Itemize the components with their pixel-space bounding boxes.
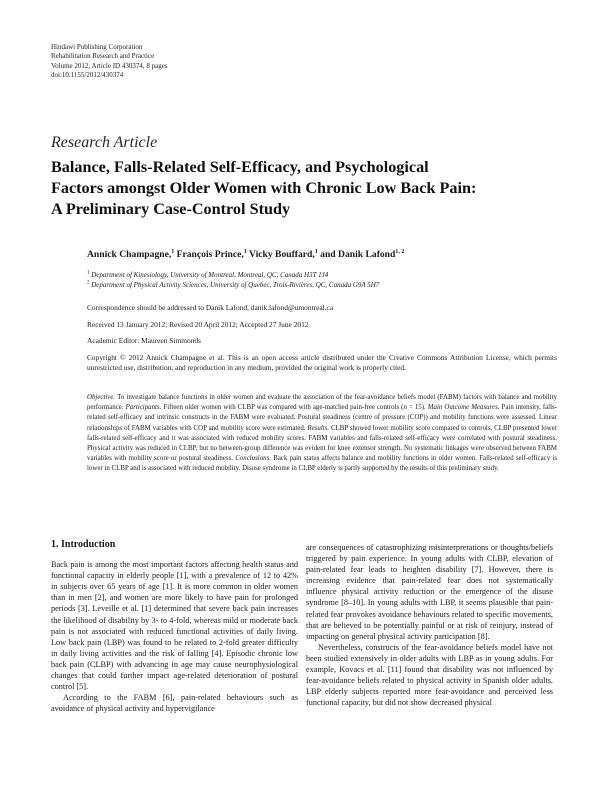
publication-info	[51, 43, 168, 81]
article-type: Research Article	[51, 134, 158, 151]
title-line: Factors amongst Older Women with Chronic Low Back Pain:	[51, 179, 477, 197]
affiliation	[87, 280, 557, 290]
abstract-conclusions: Back pain status affects balance and mobility functions in older women. Falls-related self-efficacy is lower in CLBP and is associated with reduced mobility. Disuse syndrome in CLBP elderly is partly supported by the results of this preliminary study.	[87, 455, 557, 473]
author-name[interactable]: Annick Champagne,	[87, 249, 172, 260]
abstract-conclusions-label: Conclusions.	[235, 455, 272, 463]
author-affil-sup: 1	[314, 248, 318, 255]
abstract-participants-label: Participants.	[125, 404, 162, 412]
abstract-participants: Fifteen older women with CLBP was compared with age-matched pain-free controls (	[161, 404, 404, 412]
article-dates: Received 13 January 2012; Revised 20 April 2012; Accepted 27 June 2012	[87, 320, 309, 329]
abstract-participants-end: = 15).	[406, 404, 428, 412]
abstract-objective: To investigate balance functions in older women and evaluate the association of the fear-avoidance beliefs model (FABM) factors with balance and mobility performance.	[87, 394, 557, 412]
author-affil-sup: 1	[171, 248, 175, 255]
abstract-measures: Pain intensity, falls-related self-efficacy and intrinsic constructs in the FABM were evaluated. Postural steadiness (centre of pressure (COP)) and mobility functions were assessed. Linear relationships of FABM variables with COP and mobility score were estimated.	[87, 404, 557, 432]
affiliation-sup: 1	[87, 270, 90, 276]
affiliation-text: Department of Physical Activity Sciences, University of Quebec, Trois-Rivières, QC, Canada G9A 5H7	[91, 281, 380, 289]
title-line: A Preliminary Case-Control Study	[51, 200, 291, 218]
paper-title	[51, 157, 551, 220]
correspondence: Correspondence should be addressed to Danik Lafond, danik.lafond@umontreal.ca	[87, 303, 334, 312]
abstract-n-symbol: n	[403, 404, 407, 412]
body-column-right	[306, 542, 553, 708]
journal-name: Rehabilitation Research and Practice	[51, 52, 155, 61]
abstract-measures-label: Main Outcome Measures.	[427, 404, 500, 412]
author-affil-sup: 1, 2	[395, 248, 405, 255]
body-paragraph: Back pain is among the most important factors affecting health status and functional capacity in elderly people [1], with a prevalence of 12 to 42% in subjects over 65 years of age [1]. It is more common in older women than in men [2], and women are more likely to have pain for prolonged periods [3]. Leveille et al. [1] determined that severe back pain increases the likelihood of disability by 3- to 4-fold, whereas mild or moderate back pain is not associated with reduced functional activities of daily living. Low back pain (LBP) was found to be related to 2-fold greater difficulty in daily living activities and the risk of falling [4]. Episodic chronic low back pain (CLBP) with advancing in age may cause neurophysiological changes that could further impact age-related deterioration of postural control [5].	[51, 560, 298, 692]
affiliations	[87, 270, 557, 290]
body-paragraph: According to the FABM [6], pain-related behaviours such as avoidance of physical activity and hypervigilance	[51, 693, 298, 714]
author-name[interactable]: François Prince,	[176, 249, 244, 260]
author-name[interactable]: and Danik Lafond	[320, 249, 396, 260]
affiliation	[87, 270, 557, 280]
body-paragraph: Nevertheless, constructs of the fear-avoidance beliefs model have not been studied extensively in older adults with LBP as in young adults. For example, Kovacs et al. [11] found that disability was not influenced by fear-avoidance beliefs related to physical activity in Spanish older adults. LBP elderly subjects reported more fear-avoidance and perceived less functional capacity, but did not show decreased physical	[306, 642, 553, 708]
author-affil-sup: 1	[243, 248, 247, 255]
abstract-results-label: Results.	[307, 424, 330, 432]
body-column-left	[51, 539, 298, 714]
body-paragraph: are consequences of catastrophizing misinterpretations or thoughts/beliefs triggered by pain experience. In young adults with CLBP, elevation of pain-related fear leads to heighten disability [7]. However, there is increasing evidence that pain-related fear does not systematically influence physical activity reduction or the emergence of the disuse syndrome [8–10]. In young adults with LBP, it seems plausible that pain-related fear provokes avoidance behaviours related to specific movements, that are believed to be potentially painful or at risk of reinjury, instead of impacting on general physical activity participation [8].	[306, 543, 553, 641]
affiliation-sup: 2	[87, 280, 90, 286]
copyright-notice: Copyright © 2012 Annick Champagne et al. This is an open access article distributed under the Creative Commons Attribution License, which permits unrestricted use, distribution, and reproduction in any medium, provided the original work is properly cited.	[87, 353, 557, 372]
abstract-objective-label: Objective.	[87, 394, 116, 401]
volume-info: Volume 2012, Article ID 430374, 8 pages	[51, 61, 168, 70]
doi[interactable]: doi:10.1155/2012/430374	[51, 71, 124, 80]
abstract-results: CLBP showed lower mobility score compared to controls. CLBP presented lower falls-related self-efficacy and it was associated with reduced mobility scores. FABM variables and falls-related self-efficacy were correlated with postural steadiness. Physical activity was reduced in CLBP, but no between-group difference was evident for knee extensor strength. No systematic linkages were observed between FABM variables with mobility score or postural steadiness.	[87, 424, 557, 463]
abstract	[87, 393, 557, 475]
author-name[interactable]: Vicky Bouffard,	[249, 249, 315, 260]
affiliation-text: Department of Kinesiology, University of Montreal, Montreal, QC, Canada H3T 1J4	[91, 271, 329, 279]
academic-editor: Academic Editor: Maureen Simmonds	[87, 336, 201, 345]
author-list	[87, 249, 557, 260]
title-line: Balance, Falls-Related Self-Efficacy, and Psychological	[51, 158, 429, 176]
section-heading: 1. Introduction	[51, 539, 116, 550]
journal-publisher: Hindawi Publishing Corporation	[51, 43, 143, 51]
